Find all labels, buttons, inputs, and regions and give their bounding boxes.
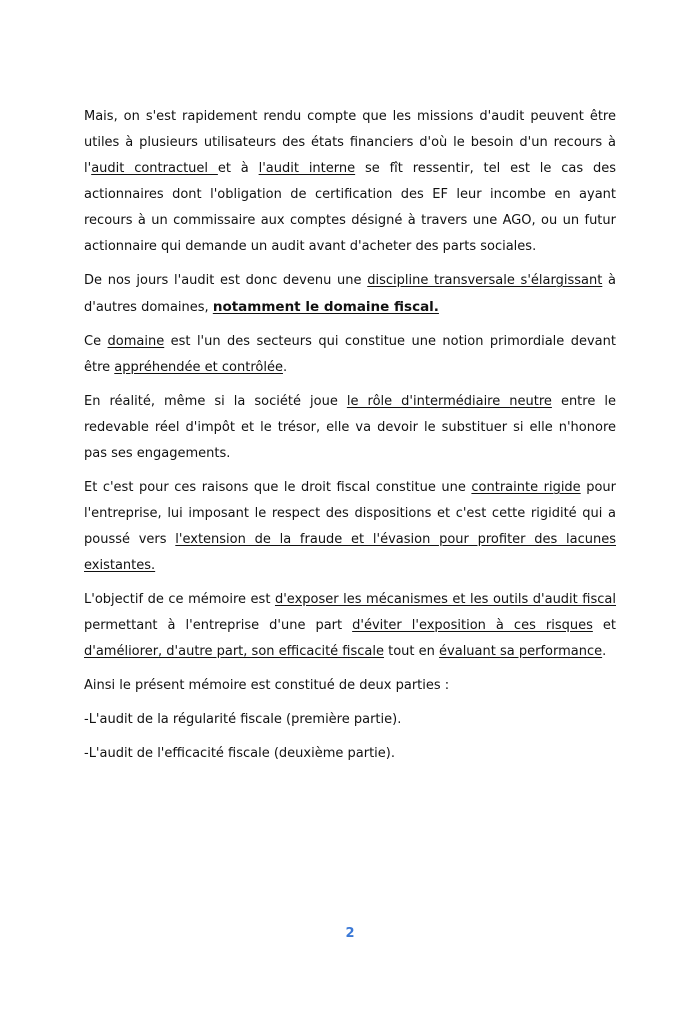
list-item-part-2: -L'audit de l'efficacité fiscale (deuxième partie). bbox=[84, 746, 395, 761]
underlined-domaine: domaine bbox=[107, 334, 165, 349]
paragraph-5: Et c'est pour ces raisons que le droit fiscal constitue une contrainte rigide pour l'entreprise, lui imposant le respect des dispositions et c'est cette rigidité qui a poussé vers l'extension de la fraude et l'évasion pour profiter des lacunes existantes. bbox=[84, 480, 616, 573]
paragraph-2: De nos jours l'audit est donc devenu une discipline transversale s'élargissant à d'autres domaines, notamment le domaine fiscal. bbox=[84, 273, 616, 315]
paragraph-6: L'objectif de ce mémoire est d'exposer les mécanismes et les outils d'audit fiscal permettant à l'entreprise d'une part d'éviter l'exposition à ces risques et d'améliorer, d'autre part, son efficacité fiscale tout en évaluant sa performance. bbox=[84, 592, 616, 659]
underlined-exposer: d'exposer les mécanismes et les outils d'audit fiscal bbox=[274, 592, 616, 607]
paragraph-7: Ainsi le présent mémoire est constitué de deux parties : bbox=[84, 678, 450, 693]
page-number: 2 bbox=[345, 926, 355, 941]
underlined-audit-interne: l'audit interne bbox=[258, 161, 356, 176]
list-item-part-1: -L'audit de la régularité fiscale (première partie). bbox=[84, 712, 402, 727]
underlined-audit-contractuel: audit contractuel bbox=[91, 161, 218, 176]
paragraph-4: En réalité, même si la société joue le rôle d'intermédiaire neutre entre le redevable réel d'impôt et le trésor, elle va devoir le substituer si elle n'honore pas ses engagements. bbox=[84, 394, 616, 461]
underlined-contrainte: contrainte rigide bbox=[471, 480, 581, 495]
paragraph-1: Mais, on s'est rapidement rendu compte que les missions d'audit peuvent être utiles à plusieurs utilisateurs des états financiers d'où le besoin d'un recours à l'audit contractuel et à l'audit interne se fît ressentir, tel est le cas des actionnaires dont l'obligation de certification des EF leur incombe en ayant recours à un commissaire aux comptes désigné à travers une AGO, ou un futur actionnaire qui demande un audit avant d'acheter des parts sociales. bbox=[84, 109, 616, 254]
bold-domaine-fiscal: notamment le domaine fiscal. bbox=[212, 299, 439, 315]
underlined-role: le rôle d'intermédiaire neutre bbox=[346, 394, 552, 409]
underlined-ameliorer: d'améliorer, d'autre part, son efficacité fiscale bbox=[84, 644, 384, 659]
paragraph-3: Ce domaine est l'un des secteurs qui constitue une notion primordiale devant être appréhendée et contrôlée. bbox=[84, 334, 616, 375]
document-body bbox=[84, 104, 616, 767]
underlined-extension: l'extension de la fraude et l'évasion pour profiter des lacunes existantes. bbox=[84, 532, 616, 573]
underlined-discipline: discipline transversale s'élargissant bbox=[367, 273, 603, 288]
underlined-eviter: d'éviter l'exposition à ces risques bbox=[352, 618, 593, 633]
underlined-apprehendee: appréhendée et contrôlée bbox=[114, 360, 283, 375]
underlined-evaluant: évaluant sa performance bbox=[439, 644, 603, 659]
